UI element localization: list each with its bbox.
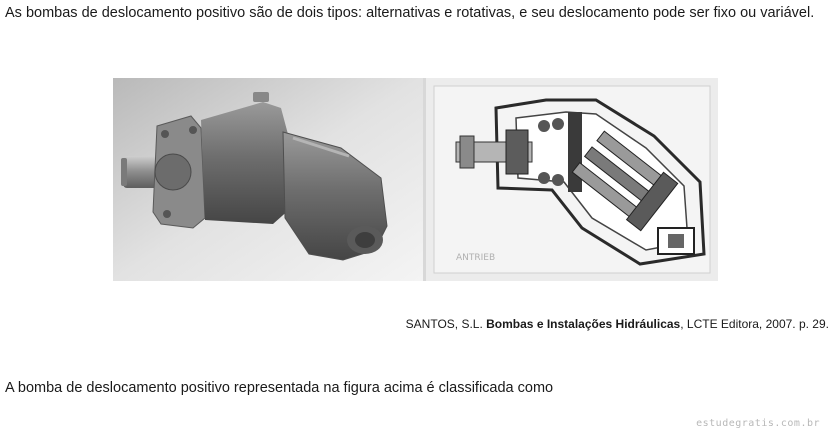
svg-text:ANTRIEB: ANTRIEB — [456, 253, 496, 263]
pump-figure — [113, 78, 718, 281]
citation-suffix: , LCTE Editora, 2007. p. 29. — [680, 317, 829, 331]
question-text: A bomba de deslocamento positivo representada na figura acima é classificada como — [5, 380, 554, 396]
intro-paragraph: As bombas de deslocamento positivo são de dois tipos: alternativas e rotativas, e seu deslocamento pode ser fixo ou variável. — [5, 5, 815, 21]
watermark: estudegratis.com.br — [696, 418, 820, 429]
pump-cross-section — [426, 78, 718, 281]
citation-prefix: SANTOS, S.L. — [405, 317, 487, 331]
citation — [406, 317, 829, 331]
citation-title: Bombas e Instalações Hidráulicas — [486, 317, 681, 331]
pump-exterior-photo — [113, 78, 423, 281]
